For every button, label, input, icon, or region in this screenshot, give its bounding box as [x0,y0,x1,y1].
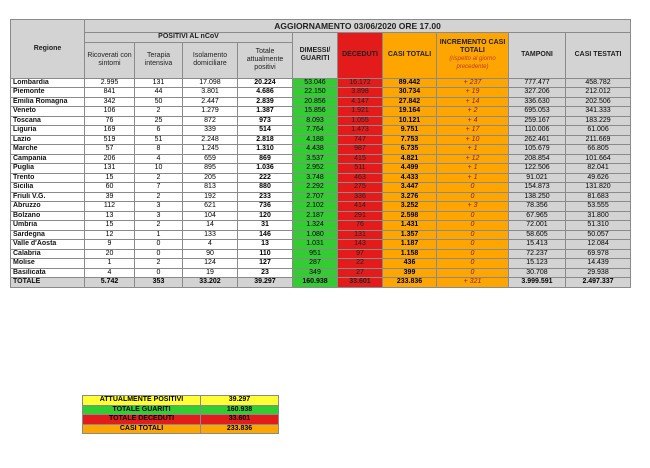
cell-testati: 2.497.337 [566,278,631,288]
cell-tamponi: 72.237 [509,249,566,259]
cell-regione: Molise [11,259,85,269]
cell-ricoverati: 20 [85,249,135,259]
cell-guariti: 22.150 [293,88,338,98]
cell-deceduti: 511 [338,164,383,174]
table-row [11,268,631,278]
cell-tamponi: 67.965 [509,211,566,221]
summary-label: TOTALE DECEDUTI [83,415,201,425]
cell-casi: 30.734 [383,88,437,98]
cell-testati: 202.506 [566,97,631,107]
cell-terapia: 6 [135,126,183,136]
cell-casi: 27.842 [383,97,437,107]
cell-testati: 341.333 [566,107,631,117]
cell-terapia: 3 [135,211,183,221]
cell-guariti: 53.046 [293,78,338,88]
cell-ricoverati: 169 [85,126,135,136]
cell-totale: 514 [238,126,293,136]
cell-terapia: 2 [135,221,183,231]
cell-deceduti: 4.147 [338,97,383,107]
cell-totale: 1.310 [238,145,293,155]
cell-guariti: 2.187 [293,211,338,221]
cell-totale: 2.839 [238,97,293,107]
cell-regione: Marche [11,145,85,155]
cell-incremento: 0 [437,221,509,231]
cell-ricoverati: 15 [85,173,135,183]
cell-incremento: + 237 [437,78,509,88]
cell-terapia: 51 [135,135,183,145]
cell-testati: 31.800 [566,211,631,221]
cell-guariti: 1.080 [293,230,338,240]
cell-incremento: 0 [437,230,509,240]
cell-incremento: + 1 [437,173,509,183]
cell-regione: Piemonte [11,88,85,98]
cell-regione: Sicilia [11,183,85,193]
table-row [11,78,631,88]
cell-ricoverati: 13 [85,211,135,221]
cell-ricoverati: 60 [85,183,135,193]
cell-incremento: 0 [437,240,509,250]
cell-casi: 19.164 [383,107,437,117]
cell-incremento: 0 [437,183,509,193]
summary-value: 33.601 [201,415,279,425]
cell-testati: 101.664 [566,154,631,164]
cell-regione: Bolzano [11,211,85,221]
cell-deceduti: 131 [338,230,383,240]
cell-totale: 222 [238,173,293,183]
cell-ricoverati: 76 [85,116,135,126]
cell-regione: Umbria [11,221,85,231]
cell-tamponi: 777.477 [509,78,566,88]
table-row [11,97,631,107]
cell-guariti: 1.324 [293,221,338,231]
cell-testati: 12.084 [566,240,631,250]
casi-totali-header: CASI TOTALI [383,33,437,79]
cell-guariti: 2.707 [293,192,338,202]
cell-ricoverati: 2.995 [85,78,135,88]
region-header: Regione [11,20,85,79]
cell-isolamento: 205 [183,173,238,183]
cell-ricoverati: 12 [85,230,135,240]
cell-totale: 110 [238,249,293,259]
cell-incremento: + 2 [437,107,509,117]
cell-isolamento: 621 [183,202,238,212]
summary-label: TOTALE GUARITI [83,405,201,415]
cell-testati: 131.820 [566,183,631,193]
cell-isolamento: 895 [183,164,238,174]
cell-totale: 1.036 [238,164,293,174]
cell-casi: 436 [383,259,437,269]
cell-deceduti: 463 [338,173,383,183]
cell-terapia: 2 [135,192,183,202]
cell-terapia: 0 [135,268,183,278]
cell-regione: Toscana [11,116,85,126]
positivi-group-header: POSITIVI AL nCoV [85,33,293,43]
table-row [11,211,631,221]
cell-ricoverati: 5.742 [85,278,135,288]
cell-terapia: 7 [135,183,183,193]
cell-incremento: 0 [437,259,509,269]
cell-deceduti: 414 [338,202,383,212]
cell-casi: 399 [383,268,437,278]
cell-tamponi: 30.708 [509,268,566,278]
cell-regione: Liguria [11,126,85,136]
cell-regione: Basilicata [11,268,85,278]
cell-regione: Abruzzo [11,202,85,212]
cell-testati: 66.805 [566,145,631,155]
summary-row [83,424,279,434]
cell-terapia: 2 [135,173,183,183]
cell-isolamento: 2.447 [183,97,238,107]
cell-terapia: 0 [135,249,183,259]
cell-totale: 869 [238,154,293,164]
cell-tamponi: 154.873 [509,183,566,193]
cell-casi: 3.276 [383,192,437,202]
summary-value: 160.938 [201,405,279,415]
cell-ricoverati: 342 [85,97,135,107]
table-row [11,107,631,117]
cell-regione: TOTALE [11,278,85,288]
cell-regione: Valle d'Aosta [11,240,85,250]
cell-testati: 29.938 [566,268,631,278]
cell-tamponi: 336.630 [509,97,566,107]
cell-casi: 4.433 [383,173,437,183]
cell-casi: 9.751 [383,126,437,136]
cell-guariti: 2.102 [293,202,338,212]
cell-deceduti: 275 [338,183,383,193]
cell-totale: 973 [238,116,293,126]
cell-totale: 13 [238,240,293,250]
cell-deceduti: 1.473 [338,126,383,136]
cell-guariti: 8.093 [293,116,338,126]
cell-incremento: 0 [437,268,509,278]
cell-casi: 6.735 [383,145,437,155]
cell-tamponi: 72.001 [509,221,566,231]
cell-tamponi: 78.356 [509,202,566,212]
cell-ricoverati: 112 [85,202,135,212]
cell-isolamento: 659 [183,154,238,164]
cell-ricoverati: 57 [85,145,135,155]
cell-regione: Puglia [11,164,85,174]
cell-terapia: 1 [135,230,183,240]
cell-tamponi: 91.021 [509,173,566,183]
cell-testati: 183.229 [566,116,631,126]
ricoverati-header: Ricoverati con sintomi [85,42,135,78]
cell-regione: Veneto [11,107,85,117]
summary-row [83,405,279,415]
table-row [11,164,631,174]
cell-isolamento: 872 [183,116,238,126]
cell-deceduti: 987 [338,145,383,155]
update-title: AGGIORNAMENTO 03/06/2020 ORE 17.00 [85,20,631,33]
cell-tamponi: 208.854 [509,154,566,164]
cell-casi: 10.121 [383,116,437,126]
cell-incremento: + 10 [437,135,509,145]
table-row [11,116,631,126]
cell-tamponi: 259.167 [509,116,566,126]
cell-isolamento: 339 [183,126,238,136]
cell-ricoverati: 9 [85,240,135,250]
cell-testati: 82.041 [566,164,631,174]
cell-testati: 50.057 [566,230,631,240]
cell-isolamento: 19 [183,268,238,278]
cell-ricoverati: 15 [85,221,135,231]
cell-ricoverati: 4 [85,268,135,278]
cell-tamponi: 105.679 [509,145,566,155]
cell-guariti: 1.031 [293,240,338,250]
cell-totale: 120 [238,211,293,221]
cell-terapia: 353 [135,278,183,288]
cell-casi: 4.499 [383,164,437,174]
cell-testati: 61.006 [566,126,631,136]
cell-incremento: + 321 [437,278,509,288]
table-row [11,240,631,250]
cell-deceduti: 143 [338,240,383,250]
cell-guariti: 951 [293,249,338,259]
summary-row [83,415,279,425]
cell-incremento: + 4 [437,116,509,126]
cell-terapia: 8 [135,145,183,155]
cell-tamponi: 58.605 [509,230,566,240]
cell-incremento: + 1 [437,145,509,155]
cell-testati: 81.683 [566,192,631,202]
cell-tamponi: 138.250 [509,192,566,202]
cell-deceduti: 22 [338,259,383,269]
cell-regione: Calabria [11,249,85,259]
cell-totale: 880 [238,183,293,193]
table-row [11,202,631,212]
totals-row [11,278,631,288]
cell-deceduti: 3.898 [338,88,383,98]
cell-regione: Sardegna [11,230,85,240]
cell-testati: 53.555 [566,202,631,212]
cell-casi: 7.753 [383,135,437,145]
cell-terapia: 10 [135,164,183,174]
cell-ricoverati: 106 [85,107,135,117]
summary-label: CASI TOTALI [83,424,201,434]
cell-tamponi: 695.053 [509,107,566,117]
cell-ricoverati: 39 [85,192,135,202]
cell-guariti: 160.938 [293,278,338,288]
covid-region-table [10,19,631,288]
cell-terapia: 2 [135,107,183,117]
cell-casi: 4.821 [383,154,437,164]
cell-ricoverati: 1 [85,259,135,269]
cell-guariti: 20.856 [293,97,338,107]
cell-casi: 3.252 [383,202,437,212]
table-row [11,183,631,193]
cell-totale: 23 [238,268,293,278]
cell-deceduti: 415 [338,154,383,164]
cell-totale: 31 [238,221,293,231]
cell-terapia: 44 [135,88,183,98]
cell-totale: 127 [238,259,293,269]
cell-totale: 2.818 [238,135,293,145]
cell-isolamento: 90 [183,249,238,259]
cell-isolamento: 813 [183,183,238,193]
cell-terapia: 131 [135,78,183,88]
cell-incremento: + 12 [437,154,509,164]
cell-guariti: 3.748 [293,173,338,183]
cell-isolamento: 2.248 [183,135,238,145]
cell-ricoverati: 206 [85,154,135,164]
cell-deceduti: 27 [338,268,383,278]
cell-totale: 736 [238,202,293,212]
incremento-header: INCREMENTO CASI TOTALI (rispetto al giorno precedente) [437,33,509,79]
cell-guariti: 3.537 [293,154,338,164]
cell-regione: Trento [11,173,85,183]
cell-guariti: 4.188 [293,135,338,145]
cell-testati: 49.626 [566,173,631,183]
cell-isolamento: 192 [183,192,238,202]
cell-testati: 14.439 [566,259,631,269]
table-row [11,221,631,231]
cell-deceduti: 33.601 [338,278,383,288]
cell-deceduti: 336 [338,192,383,202]
dimessi-header: DIMESSI/ GUARITI [293,33,338,79]
cell-casi: 3.447 [383,183,437,193]
table-row [11,135,631,145]
cell-incremento: 0 [437,211,509,221]
cell-terapia: 25 [135,116,183,126]
table-row [11,88,631,98]
cell-guariti: 2.292 [293,183,338,193]
cell-isolamento: 1.245 [183,145,238,155]
cell-incremento: + 17 [437,126,509,136]
table-row [11,230,631,240]
incremento-note: (rispetto al giorno precedente) [449,56,496,71]
cell-tamponi: 3.999.591 [509,278,566,288]
summary-label: ATTUALMENTE POSITIVI [83,396,201,406]
cell-guariti: 349 [293,268,338,278]
tamponi-header: TAMPONI [509,33,566,79]
cell-totale: 20.224 [238,78,293,88]
cell-incremento: 0 [437,192,509,202]
cell-tamponi: 262.461 [509,135,566,145]
table-row [11,126,631,136]
cell-incremento: + 19 [437,88,509,98]
cell-casi: 1.357 [383,230,437,240]
cell-totale: 4.686 [238,88,293,98]
cell-deceduti: 747 [338,135,383,145]
cell-isolamento: 17.098 [183,78,238,88]
cell-isolamento: 104 [183,211,238,221]
cell-isolamento: 124 [183,259,238,269]
cell-terapia: 3 [135,202,183,212]
totale-positivi-header: Totale attualmente positivi [238,42,293,78]
cell-terapia: 2 [135,259,183,269]
cell-terapia: 4 [135,154,183,164]
cell-incremento: + 3 [437,202,509,212]
cell-casi: 1.187 [383,240,437,250]
cell-regione: Friuli V.G. [11,192,85,202]
cell-ricoverati: 519 [85,135,135,145]
cell-tamponi: 110.006 [509,126,566,136]
cell-deceduti: 97 [338,249,383,259]
cell-ricoverati: 841 [85,88,135,98]
cell-totale: 146 [238,230,293,240]
cell-incremento: + 14 [437,97,509,107]
cell-isolamento: 4 [183,240,238,250]
cell-regione: Lazio [11,135,85,145]
isolamento-header: Isolamento domiciliare [183,42,238,78]
cell-guariti: 7.764 [293,126,338,136]
cell-testati: 211.669 [566,135,631,145]
cell-tamponi: 122.506 [509,164,566,174]
table-row [11,249,631,259]
terapia-header: Terapia intensiva [135,42,183,78]
cell-ricoverati: 131 [85,164,135,174]
cell-deceduti: 1.055 [338,116,383,126]
cell-casi: 1.431 [383,221,437,231]
cell-deceduti: 76 [338,221,383,231]
cell-tamponi: 15.123 [509,259,566,269]
cell-deceduti: 1.921 [338,107,383,117]
cell-testati: 69.978 [566,249,631,259]
summary-value: 233.836 [201,424,279,434]
table-row [11,192,631,202]
deceduti-header: DECEDUTI [338,33,383,79]
casi-testati-header: CASI TESTATI [566,33,631,79]
summary-row [83,396,279,406]
cell-deceduti: 291 [338,211,383,221]
table-row [11,145,631,155]
cell-terapia: 0 [135,240,183,250]
table-row [11,259,631,269]
cell-tamponi: 15.413 [509,240,566,250]
cell-guariti: 2.952 [293,164,338,174]
cell-incremento: 0 [437,249,509,259]
cell-casi: 2.598 [383,211,437,221]
table-row [11,173,631,183]
cell-casi: 233.836 [383,278,437,288]
cell-terapia: 50 [135,97,183,107]
cell-guariti: 287 [293,259,338,269]
table-row [11,154,631,164]
cell-isolamento: 14 [183,221,238,231]
cell-isolamento: 3.801 [183,88,238,98]
cell-casi: 89.442 [383,78,437,88]
cell-totale: 233 [238,192,293,202]
cell-isolamento: 33.202 [183,278,238,288]
cell-incremento: + 1 [437,164,509,174]
cell-guariti: 15.856 [293,107,338,117]
cell-regione: Campania [11,154,85,164]
cell-tamponi: 327.206 [509,88,566,98]
cell-testati: 212.012 [566,88,631,98]
cell-deceduti: 16.172 [338,78,383,88]
cell-isolamento: 1.279 [183,107,238,117]
cell-testati: 51.310 [566,221,631,231]
cell-isolamento: 133 [183,230,238,240]
summary-table [82,395,279,434]
cell-totale: 1.387 [238,107,293,117]
cell-guariti: 4.438 [293,145,338,155]
cell-regione: Lombardia [11,78,85,88]
cell-testati: 458.782 [566,78,631,88]
summary-value: 39.297 [201,396,279,406]
cell-regione: Emilia Romagna [11,97,85,107]
cell-totale: 39.297 [238,278,293,288]
cell-casi: 1.158 [383,249,437,259]
